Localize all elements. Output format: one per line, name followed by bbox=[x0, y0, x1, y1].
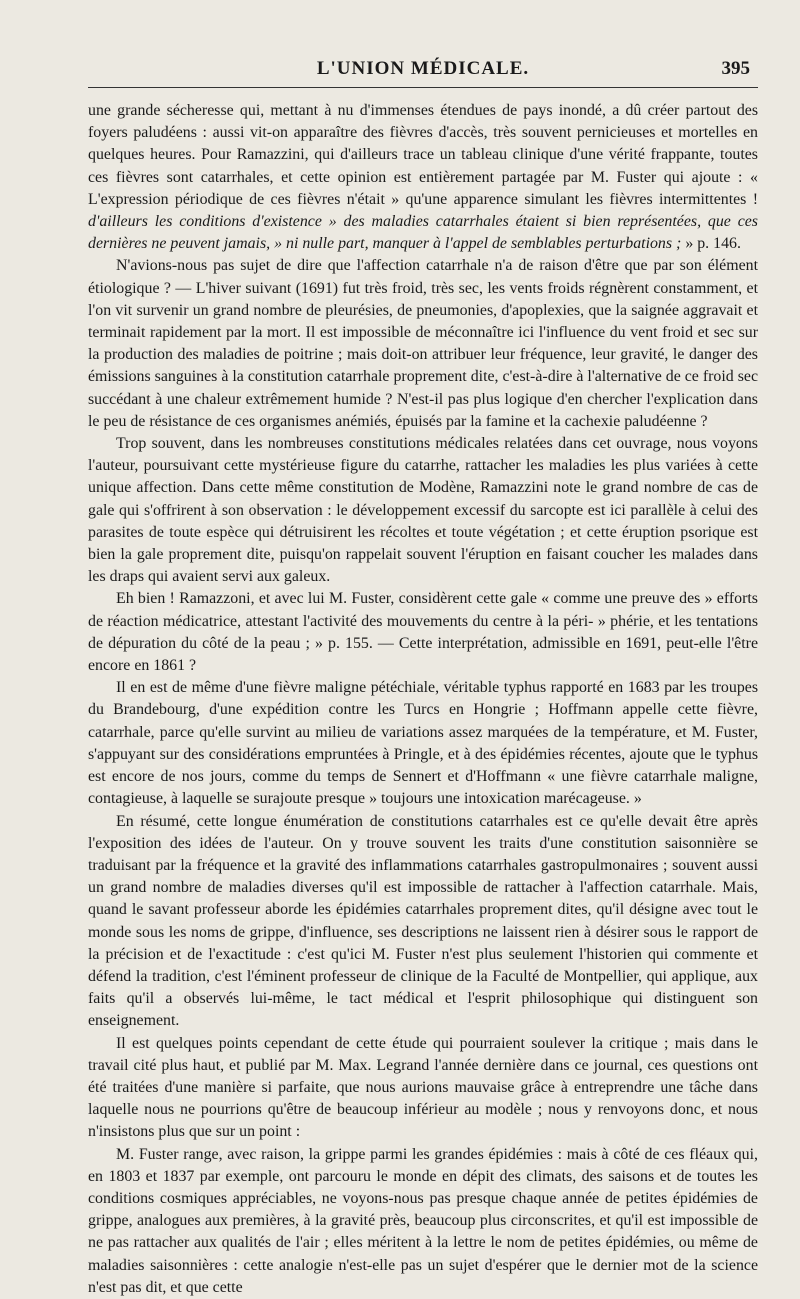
running-title: L'UNION MÉDICALE. bbox=[316, 58, 530, 79]
text-segment: Il est quelques points cependant de cette étude qui pourraient soulever la critique ; mais dans le travail cité plus haut, et publié par M. Max. Legrand l'année dernière dans ce journal, ces questions ont été traitées d'une manière si parfaite, que nous aurions mauvaise grâce à entreprendre une tâche dans laquelle nous ne pourrions qu'être de beaucoup inférieur au modèle ; nous y renvoyons donc, et nous n'insistons plus que sur un point : bbox=[88, 1034, 758, 1141]
paragraph bbox=[88, 1144, 758, 1299]
text-segment: M. Fuster range, avec raison, la grippe parmi les grandes épidémies : mais à côté de ces fléaux qui, en 1803 et 1837 par exemple, ont parcouru le monde en dépit des climats, des saisons et de toutes les conditions cosmiques appréciables, ne voyons-nous pas presque chaque année de petites épidémies de grippe, analogues aux premières, à la gravité près, beaucoup plus circonscrites, et qu'il est impossible de ne pas rattacher aux qualités de l'air ; elles méritent à la lettre le nom de petites épidémies, ou même de maladies saisonnières : cette analogie n'est-elle pas un sujet d'espérer que le dernier mot de la science n'est pas dit, et que cette bbox=[88, 1145, 758, 1296]
text-segment: une grande sécheresse qui, mettant à nu d'immenses étendues de pays inondé, a dû créer partout des foyers paludéens : aussi vit-on apparaître des fièvres d'accès, très souvent pernicieuses et mortelles en quelques heures. Pour Ramazzini, qui d'ailleurs trace un tableau clinique d'une vérité frappante, toutes ces fièvres sont catarrhales, et cette opinion est entièrement partagée par M. Fuster qui ajoute : « L'expression périodique de ces fièvres n'était » qu'une apparence simulant les fièvres intermittentes ! bbox=[88, 102, 758, 208]
body-text bbox=[88, 100, 758, 1299]
paragraph bbox=[88, 677, 758, 810]
text-segment: N'avions-nous pas sujet de dire que l'affection catarrhale n'a de raison d'être que par son élément étiologique ? — L'hiver suivant (1691) fut très froid, très sec, les vents froids régnèrent constamment, et l'on vit survenir un grand nombre de pleurésies, de pneumonies, d'apoplexies, que la saignée aggravait et terminait rapidement par la mort. Il est impossible de méconnaître ici l'influence du vent froid et sec sur la production des maladies de poitrine ; mais doit-on attribuer leur fréquence, leur gravité, le danger des émissions sanguines à la constitution catarrhale proprement dite, c'est-à-dire à l'alternative de ce froid sec succédant à une chaleur extrêmement humide ? N'est-il pas plus logique d'en chercher l'explication dans le peu de résistance de ces organismes anémiés, épuisés par la famine et la cachexie paludéenne ? bbox=[88, 257, 758, 430]
text-segment: En résumé, cette longue énumération de constitutions catarrhales est ce qu'elle devait être après l'exposition des idées de l'auteur. On y trouve souvent les traits d'une constitution saisonnière se traduisant par la fréquence et la gravité des inflammations catarrhales gastropulmonaires ; souvent aussi un grand nombre de maladies diverses qu'il est impossible de rattacher à l'affection catarrhale. Mais, quand le savant professeur aborde les épidémies catarrhales proprement dites, qu'il désigne avec tout le monde sous les noms de grippe, d'influence, ses descriptions ne laissent rien à désirer sous le rapport de la précision et de l'exactitude : c'est qu'ici M. Fuster n'est plus seulement l'historien qui commente et défend la tradition, c'est l'éminent professeur de clinique de la Faculté de Montpellier, qui applique, aux faits qu'il a observés lui-même, le tact médical et l'esprit philosophique qui distinguent son enseignement. bbox=[88, 812, 758, 1030]
header-rule bbox=[88, 87, 758, 88]
paragraph bbox=[88, 100, 758, 255]
page-header bbox=[88, 52, 758, 88]
text-segment: Il en est de même d'une fièvre maligne pétéchiale, véritable typhus rapporté en 1683 par les troupes du Brandebourg, d'une expédition contre les Turcs en Hongrie ; Hoffmann appelle cette fièvre, catarrhale, parce qu'elle survint au milieu de variations assez marquées de la température, et M. Fuster, s'appuyant sur des considérations empruntées à Pringle, et à des épidémies récentes, ajoute que le typhus est encore de nos jours, comme du temps de Sennert et d'Hoffmann « une fièvre catarrhale maligne, contagieuse, à laquelle se surajoute presque » toujours une intoxication marécageuse. » bbox=[88, 679, 758, 808]
paragraph bbox=[88, 1033, 758, 1144]
text-segment: Eh bien ! Ramazzoni, et avec lui M. Fuster, considèrent cette gale « comme une preuve des » efforts de réaction médicatrice, attestant l'activité des mouvements du centre à la péri- » phérie, et les tentations de dépuration du côté de la peau ; » p. 155. — Cette interprétation, admissible en 1691, peut-elle l'être encore en 1861 ? bbox=[88, 590, 758, 675]
paragraph bbox=[88, 255, 758, 433]
paragraph bbox=[88, 588, 758, 677]
italic-segment: d'ailleurs les conditions d'existence » des maladies catarrhales étaient si bien représentées, que ces dernières ne peuvent jamais, » ni nulle part, manquer à l'appel de semblables perturbations ; bbox=[88, 213, 758, 253]
page-number: 395 bbox=[721, 58, 750, 79]
text-segment: » p. 146. bbox=[681, 235, 741, 253]
paragraph bbox=[88, 811, 758, 1033]
paragraph bbox=[88, 433, 758, 588]
text-segment: Trop souvent, dans les nombreuses constitutions médicales relatées dans cet ouvrage, nous voyons l'auteur, poursuivant cette mystérieuse figure du catarrhe, rattacher les maladies les plus variées à cette unique affection. Dans cette même constitution de Modène, Ramazzini note le grand nombre de cas de gale qui s'offrirent à son observation : le développement excessif du sarcopte est ici parallèle à celui des parasites de toute espèce qui détruisirent les récoltes et toute végétation ; et cette éruption psorique est bien la gale proprement dite, puisqu'on rappelait souvent l'éruption en faisant coucher les malades dans les draps qui avaient servi aux galeux. bbox=[88, 435, 758, 586]
